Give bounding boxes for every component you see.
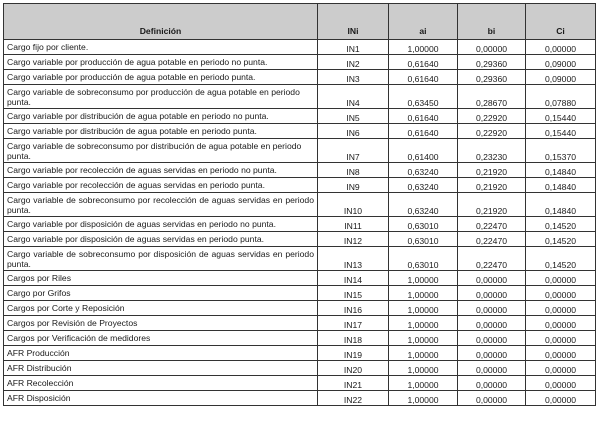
cell-ai: 1,00000 bbox=[389, 376, 458, 391]
cell-ini: IN2 bbox=[318, 55, 389, 70]
cell-ini: IN18 bbox=[318, 331, 389, 346]
cell-ci: 0,00000 bbox=[526, 301, 596, 316]
cell-bi: 0,22470 bbox=[458, 217, 526, 232]
cell-ini: IN4 bbox=[318, 85, 389, 109]
cell-bi: 0,28670 bbox=[458, 85, 526, 109]
header-ci: Ci bbox=[526, 4, 596, 40]
table-row bbox=[4, 391, 596, 406]
table-row bbox=[4, 124, 596, 139]
table-row bbox=[4, 193, 596, 217]
tariff-index-table bbox=[3, 3, 596, 406]
cell-ini: IN9 bbox=[318, 178, 389, 193]
cell-bi: 0,23230 bbox=[458, 139, 526, 163]
table-row bbox=[4, 316, 596, 331]
table-row bbox=[4, 346, 596, 361]
cell-ini: IN11 bbox=[318, 217, 389, 232]
cell-ai: 0,61640 bbox=[389, 109, 458, 124]
cell-ci: 0,14520 bbox=[526, 217, 596, 232]
header-bi: bi bbox=[458, 4, 526, 40]
cell-ci: 0,00000 bbox=[526, 331, 596, 346]
cell-ai: 0,63450 bbox=[389, 85, 458, 109]
cell-definicion: Cargo variable de sobreconsumo por producción de agua potable en periodo punta. bbox=[4, 85, 318, 109]
table-row bbox=[4, 109, 596, 124]
cell-definicion: Cargo variable por disposición de aguas servidas en periodo punta. bbox=[4, 232, 318, 247]
cell-definicion: Cargo variable por distribución de agua potable en periodo punta. bbox=[4, 124, 318, 139]
cell-definicion: Cargo variable por disposición de aguas servidas en periodo no punta. bbox=[4, 217, 318, 232]
cell-ini: IN5 bbox=[318, 109, 389, 124]
cell-ai: 1,00000 bbox=[389, 271, 458, 286]
cell-ini: IN7 bbox=[318, 139, 389, 163]
cell-ai: 0,63240 bbox=[389, 178, 458, 193]
cell-ini: IN3 bbox=[318, 70, 389, 85]
table-row bbox=[4, 361, 596, 376]
cell-ai: 0,63240 bbox=[389, 163, 458, 178]
cell-bi: 0,00000 bbox=[458, 346, 526, 361]
cell-ini: IN6 bbox=[318, 124, 389, 139]
cell-definicion: Cargo variable por producción de agua potable en periodo punta. bbox=[4, 70, 318, 85]
cell-bi: 0,21920 bbox=[458, 178, 526, 193]
header-row bbox=[4, 4, 596, 40]
table-row bbox=[4, 331, 596, 346]
cell-ai: 0,61640 bbox=[389, 70, 458, 85]
cell-ai: 1,00000 bbox=[389, 316, 458, 331]
cell-ci: 0,07880 bbox=[526, 85, 596, 109]
cell-ci: 0,00000 bbox=[526, 361, 596, 376]
cell-ci: 0,09000 bbox=[526, 70, 596, 85]
cell-ai: 1,00000 bbox=[389, 286, 458, 301]
header-ini: INi bbox=[318, 4, 389, 40]
cell-definicion: Cargo variable de sobreconsumo por disposición de aguas servidas en periodo punta. bbox=[4, 247, 318, 271]
cell-definicion: Cargos por Verificación de medidores bbox=[4, 331, 318, 346]
cell-ci: 0,00000 bbox=[526, 376, 596, 391]
cell-bi: 0,00000 bbox=[458, 271, 526, 286]
cell-definicion: AFR Distribución bbox=[4, 361, 318, 376]
cell-bi: 0,29360 bbox=[458, 55, 526, 70]
cell-ci: 0,14840 bbox=[526, 178, 596, 193]
cell-bi: 0,00000 bbox=[458, 331, 526, 346]
cell-definicion: Cargos por Riles bbox=[4, 271, 318, 286]
cell-ci: 0,15370 bbox=[526, 139, 596, 163]
table-row bbox=[4, 376, 596, 391]
cell-bi: 0,00000 bbox=[458, 40, 526, 55]
cell-ini: IN17 bbox=[318, 316, 389, 331]
cell-bi: 0,22920 bbox=[458, 124, 526, 139]
cell-definicion: AFR Producción bbox=[4, 346, 318, 361]
header-definicion: Definición bbox=[4, 4, 318, 40]
cell-ai: 1,00000 bbox=[389, 346, 458, 361]
header-ai: ai bbox=[389, 4, 458, 40]
cell-bi: 0,00000 bbox=[458, 391, 526, 406]
table-row bbox=[4, 70, 596, 85]
cell-ini: IN1 bbox=[318, 40, 389, 55]
cell-ini: IN14 bbox=[318, 271, 389, 286]
cell-bi: 0,22470 bbox=[458, 232, 526, 247]
cell-ini: IN19 bbox=[318, 346, 389, 361]
cell-bi: 0,21920 bbox=[458, 163, 526, 178]
table-row bbox=[4, 271, 596, 286]
cell-ai: 1,00000 bbox=[389, 391, 458, 406]
cell-ci: 0,15440 bbox=[526, 124, 596, 139]
cell-ai: 0,63240 bbox=[389, 193, 458, 217]
cell-definicion: Cargo variable por recolección de aguas servidas en periodo no punta. bbox=[4, 163, 318, 178]
cell-definicion: Cargo por Grifos bbox=[4, 286, 318, 301]
cell-definicion: Cargo variable por distribución de agua potable en periodo no punta. bbox=[4, 109, 318, 124]
table-row bbox=[4, 301, 596, 316]
cell-ci: 0,14840 bbox=[526, 193, 596, 217]
table-row bbox=[4, 85, 596, 109]
cell-ci: 0,00000 bbox=[526, 316, 596, 331]
table-row bbox=[4, 178, 596, 193]
cell-ci: 0,00000 bbox=[526, 286, 596, 301]
table-row bbox=[4, 247, 596, 271]
cell-definicion: Cargo variable de sobreconsumo por recolección de aguas servidas en periodo punta. bbox=[4, 193, 318, 217]
table-row bbox=[4, 232, 596, 247]
cell-definicion: Cargo fijo por cliente. bbox=[4, 40, 318, 55]
cell-ini: IN10 bbox=[318, 193, 389, 217]
cell-ai: 1,00000 bbox=[389, 361, 458, 376]
cell-bi: 0,21920 bbox=[458, 193, 526, 217]
cell-definicion: Cargos por Corte y Reposición bbox=[4, 301, 318, 316]
cell-bi: 0,00000 bbox=[458, 316, 526, 331]
cell-ai: 1,00000 bbox=[389, 301, 458, 316]
cell-ci: 0,14520 bbox=[526, 247, 596, 271]
table-row bbox=[4, 139, 596, 163]
cell-ci: 0,15440 bbox=[526, 109, 596, 124]
cell-ci: 0,14520 bbox=[526, 232, 596, 247]
cell-definicion: Cargo variable por recolección de aguas servidas en periodo punta. bbox=[4, 178, 318, 193]
cell-ini: IN8 bbox=[318, 163, 389, 178]
cell-ai: 1,00000 bbox=[389, 40, 458, 55]
cell-ai: 0,63010 bbox=[389, 217, 458, 232]
table-row bbox=[4, 217, 596, 232]
cell-definicion: Cargo variable por producción de agua potable en periodo no punta. bbox=[4, 55, 318, 70]
cell-bi: 0,00000 bbox=[458, 286, 526, 301]
cell-ai: 0,61400 bbox=[389, 139, 458, 163]
cell-ai: 0,63010 bbox=[389, 247, 458, 271]
cell-ai: 0,61640 bbox=[389, 124, 458, 139]
cell-definicion: Cargo variable de sobreconsumo por distribución de agua potable en periodo punta. bbox=[4, 139, 318, 163]
table-row bbox=[4, 55, 596, 70]
cell-ai: 0,61640 bbox=[389, 55, 458, 70]
table-row bbox=[4, 286, 596, 301]
cell-ini: IN15 bbox=[318, 286, 389, 301]
table-row bbox=[4, 40, 596, 55]
cell-ci: 0,00000 bbox=[526, 346, 596, 361]
cell-ini: IN13 bbox=[318, 247, 389, 271]
cell-definicion: AFR Recolección bbox=[4, 376, 318, 391]
cell-definicion: Cargos por Revisión de Proyectos bbox=[4, 316, 318, 331]
cell-ci: 0,00000 bbox=[526, 271, 596, 286]
cell-ai: 0,63010 bbox=[389, 232, 458, 247]
cell-bi: 0,00000 bbox=[458, 301, 526, 316]
cell-ai: 1,00000 bbox=[389, 331, 458, 346]
cell-bi: 0,22920 bbox=[458, 109, 526, 124]
table-row bbox=[4, 163, 596, 178]
cell-ini: IN20 bbox=[318, 361, 389, 376]
cell-ini: IN16 bbox=[318, 301, 389, 316]
cell-ci: 0,00000 bbox=[526, 40, 596, 55]
cell-ci: 0,09000 bbox=[526, 55, 596, 70]
cell-ci: 0,14840 bbox=[526, 163, 596, 178]
cell-ini: IN12 bbox=[318, 232, 389, 247]
cell-ini: IN22 bbox=[318, 391, 389, 406]
cell-bi: 0,00000 bbox=[458, 361, 526, 376]
cell-ci: 0,00000 bbox=[526, 391, 596, 406]
cell-definicion: AFR Disposición bbox=[4, 391, 318, 406]
cell-ini: IN21 bbox=[318, 376, 389, 391]
cell-bi: 0,00000 bbox=[458, 376, 526, 391]
cell-bi: 0,29360 bbox=[458, 70, 526, 85]
cell-bi: 0,22470 bbox=[458, 247, 526, 271]
